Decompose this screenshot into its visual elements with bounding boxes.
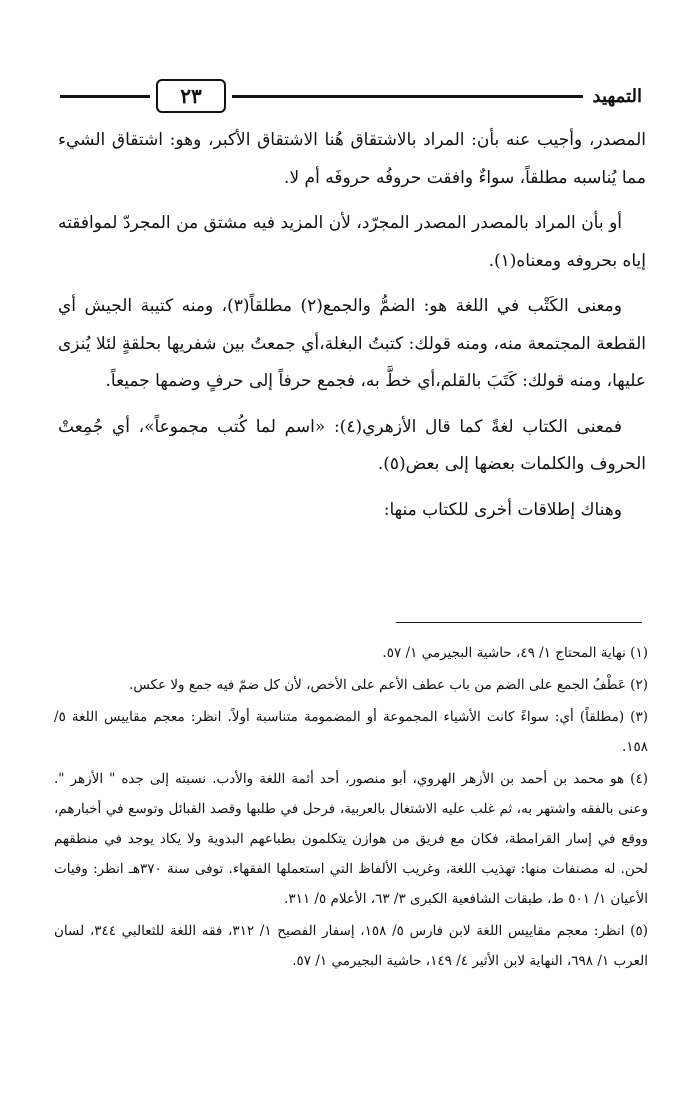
footnote-4: (٤) هو محمد بن أحمد بن الأزهر الهروي، أبو منصور، أحد أئمة اللغة والأدب. نسبته إلى جده " الأزهر ". وعنى بالفقه واشتهر به، ثم غلب عليه الاشتغال بالعربية، فرحل في طلبها وقصد القبائل وتوسع في أخبارهم، ووقع في إسار القرامطة، فكان مع فريق من هوازن يتكلمون بطباعهم البدوية ولا يكاد يوجد في منطقهم لحن. له مصنفات منها: تهذيب اللغة، وغريب الألفاظ التي استعملها الفقهاء. توفى سنة ٣٧٠هـ انظر: وفيات الأعيان ١/ ٥٠١ ط، طبقات الشافعية الكبرى ٣/ ٦٣، الأعلام ٥/ ٣١١. — [54, 771, 648, 907]
footnote-separator — [396, 622, 642, 623]
footnotes — [54, 638, 648, 978]
chapter-title: التمهيد — [592, 85, 642, 107]
paragraph-5: وهناك إطلاقات أخرى للكتاب منها: — [383, 499, 622, 520]
header-rule — [232, 95, 583, 98]
footnote-1: (١) نهاية المحتاج ١/ ٤٩، حاشية البجيرمي ١/ ٥٧. — [382, 645, 648, 661]
main-text — [58, 122, 646, 537]
footnote-2: (٢) عَطْفُ الجمع على الضم من باب عطف الأعم على الأخص، لأن كل ضمّ فيه جمع ولا عكس. — [129, 677, 648, 693]
footnote-5: (٥) انظر: معجم مقاييس اللغة لابن فارس ٥/ ١٥٨، إسفار الفصيح ١/ ٣١٢، فقه اللغة للثعالبي ٣٤٤، لسان العرب ١/ ٦٩٨، النهاية لابن الأثير ٤/ ١٤٩، حاشية البجيرمي ١/ ٥٧. — [54, 923, 648, 969]
running-header — [60, 76, 642, 116]
paragraph-4: فمعنى الكتاب لغةً كما قال الأزهري(٤): «اسم لما كُتب مجموعاً»، أي جُمِعتْ الحروف والكلمات بعضها إلى بعض(٥). — [58, 416, 646, 474]
header-rule-short — [60, 95, 150, 98]
paragraph-1: المصدر، وأجيب عنه بأن: المراد بالاشتقاق هُنا الاشتقاق الأكبر، وهو: اشتقاق الشيء مما يُناسبه مطلقاً، سواءٌ وافقت حروفُه حروفَه أم لا. — [58, 130, 646, 188]
page-number-text: ٢٣ — [180, 84, 202, 108]
page-number — [156, 79, 226, 113]
paragraph-3: ومعنى الكَتْب في اللغة هو: الضمُّ والجمع(٢) مطلقاً(٣)، ومنه كتيبة الجيش أي القطعة المجتمعة منه، ومنه قولك: كتبتُ البغلة،أي جمعتُ بين شفريها بحلقةٍ لئلا يُنزى عليها، ومنه قولك: كَتَبَ بالقلم،أي خطَّ به، فجمع حرفاً إلى حرفٍ وضمها جميعاً. — [58, 296, 646, 391]
footnote-3: (٣) (مطلقاً) أي: سواءً كانت الأشياء المجموعة أو المضمومة متناسبة أولاً. انظر: معجم مقاييس اللغة ٥/ ١٥٨. — [54, 709, 648, 755]
paragraph-2: أو بأن المراد بالمصدر المصدر المجرّد، لأن المزيد فيه مشتق من المجردّ لموافقته إياه بحروفه ومعناه(١). — [58, 213, 646, 271]
